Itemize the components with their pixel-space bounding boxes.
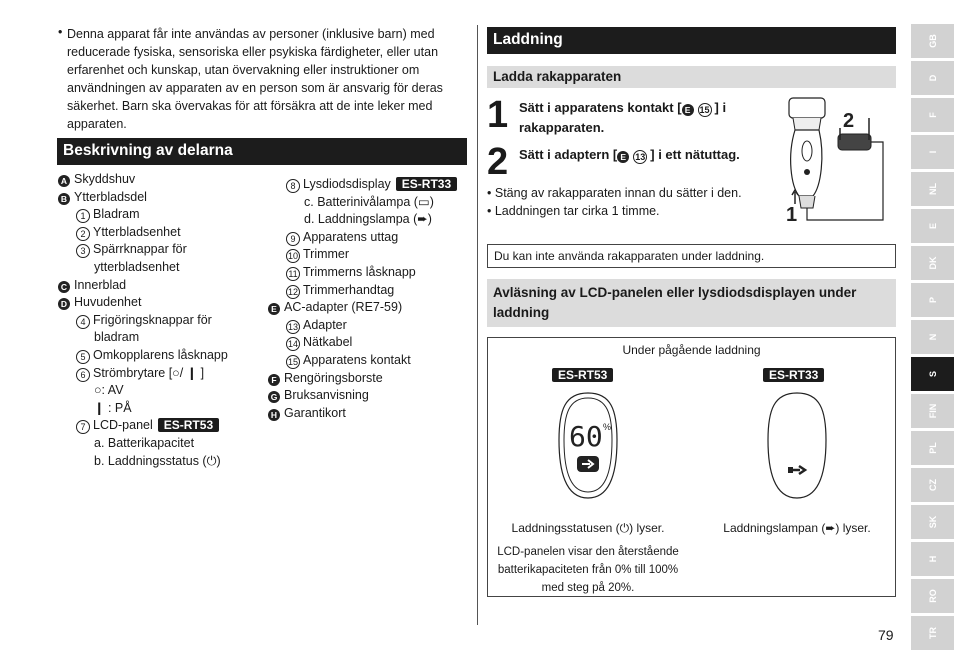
part-label: b. Laddningsstatus (⏻) [94,453,221,468]
parts-item [268,352,468,370]
lang-tab-label: P [927,296,938,304]
charging-subtitle [487,66,896,88]
step-2-text-b: ] i ett nätuttag. [650,147,740,162]
part-number-badge: 7 [76,420,90,434]
step-2-number: 2 [487,141,509,183]
part-letter-badge: H [268,409,280,421]
parts-item [58,329,263,347]
lang-tab-tr[interactable] [911,616,954,650]
intro-warning [58,25,468,133]
shaver-base [799,196,815,208]
lang-tab-label: H [927,555,938,563]
part-number-badge: 9 [286,232,300,246]
part-number-badge: 15 [699,105,710,115]
parts-item [58,417,263,435]
step-1-text-b: ] i rakapparaten. [519,100,727,135]
parts-item [268,229,468,247]
part-label: a. Batterikapacitet [94,435,195,450]
part-letter-badge: E [268,303,280,315]
part-label: Frigöringsknappar för [93,312,212,327]
wall-adapter [838,134,871,150]
percent-sign: % [603,422,612,432]
part-label: Adapter [303,317,347,332]
parts-item [58,224,263,242]
parts-item [268,211,468,229]
part-number-badge: 5 [76,350,90,364]
parts-item [268,334,468,352]
parts-item [58,453,263,471]
lang-tab-label: CZ [927,479,938,491]
parts-item [58,365,263,383]
part-number-badge: 10 [287,251,298,262]
lang-tab-p[interactable] [911,283,954,317]
step-1-number: 1 [487,94,509,136]
lang-tab-label: FIN [927,403,938,419]
charging-bullet-1-text: Stäng av rakapparaten innan du sätter i den. [494,186,742,200]
column-divider [477,25,478,625]
parts-item [58,189,263,207]
intro-warning-text: Denna apparat får inte användas av personer (inklusive barn) med reducerade fysiska, sensoriska eller psykiska färdigheter, eller utan erfarenhet och kunskap, utan övervakning eller instruktioner om användningen av apparaten av en person som är ansvarig för deras säkerhet. Barn ska övervakas för att försäkra att de inte leker med apparaten. [67,27,443,131]
parts-item [268,282,468,300]
shaver-head [789,98,825,118]
left-model-tag-wrap [552,368,613,382]
part-label: ○: AV [94,383,124,398]
parts-item [268,176,468,194]
lang-tab-pl[interactable] [911,431,954,465]
parts-item [58,206,263,224]
model-tag: ES-RT53 [158,418,219,432]
part-label: Huvudenhet [74,295,142,310]
lang-tab-label: PL [927,442,938,454]
lang-tab-label: N [927,333,938,341]
battery-percentage: 60 [569,420,603,453]
part-label: AC-adapter (RE7-59) [284,300,403,315]
part-letter-badge: F [268,374,280,386]
charging-note-text: Du kan inte använda rakapparaten under laddning. [494,249,765,263]
lang-tab-label: F [927,112,938,118]
part-number-badge: 8 [286,179,300,193]
page-number: 79 [878,627,894,643]
lang-tab-ro[interactable] [911,579,954,613]
charging-lamp-body [788,467,793,473]
lcd-box [487,337,896,597]
charging-bullet-2-text: Laddningen tar cirka 1 timme. [494,204,660,218]
part-label: Garantikort [284,405,346,420]
part-number-badge: 4 [76,315,90,329]
part-label: ytterbladsenhet [94,259,180,274]
part-number-badge: 15 [287,356,298,367]
parts-item [58,241,263,259]
lang-tab-dk[interactable] [911,246,954,280]
parts-item [58,171,263,189]
lcd-title-text: Avläsning av LCD-panelen eller lysdiodsdisplayen under laddning [493,285,857,320]
lang-tab-label: NL [927,183,938,195]
lang-tab-d[interactable] [911,61,954,95]
lang-tab-sk[interactable] [911,505,954,539]
shaver-switch [804,169,810,175]
part-label: Spärrknappar för [93,242,187,257]
lang-tab-n[interactable] [911,320,954,354]
lcd-box-header: Under pågående laddning [622,343,761,357]
bullet-dot: • [58,25,63,39]
parts-item [268,194,468,212]
parts-title-text: Beskrivning av delarna [63,142,233,159]
led-outline [768,393,826,498]
lang-tab-label: D [927,74,938,82]
step-2-text-a: Sätt i adaptern [ [519,147,618,162]
parts-item [58,400,263,418]
lang-tab-h[interactable] [911,542,954,576]
model-tag: ES-RT33 [396,177,457,191]
charging-subtitle-text: Ladda rakapparaten [493,69,622,84]
parts-list-col2 [268,176,468,422]
lang-tab-f[interactable] [911,98,954,132]
lang-tab-label: GB [927,34,938,48]
part-number-badge: 12 [287,286,298,297]
lang-tab-label: DK [927,256,938,270]
part-letter-badge: B [58,193,70,205]
lang-tab-e[interactable] [911,209,954,243]
part-number-badge: 13 [287,321,298,332]
left-note: LCD-panelen visar den återstående batterikapaciteten från 0% till 100% med steg på 20%. [497,546,679,594]
charging-bullet-2: • Laddningen tar cirka 1 timme. [487,204,660,218]
part-number-badge: 3 [76,244,90,258]
part-label: bladram [94,330,140,345]
part-letter-badge: D [58,298,70,310]
charging-title-text: Laddning [493,31,563,48]
part-e-badge: E [617,151,629,163]
part-label: Skyddshuv [74,172,136,186]
lang-tab-label: TR [927,627,938,639]
part-label: Trimmer [303,247,350,262]
part-letter-badge: G [268,391,280,403]
part-label: Ytterbladsenhet [93,224,181,239]
lang-tab-label: RO [927,589,938,603]
charging-bullets [487,184,777,220]
part-label: Nätkabel [303,335,353,350]
illustration-label-1: 1 [786,204,798,226]
shaver-display [802,141,812,161]
part-label: d. Laddningslampa (➨) [304,212,432,227]
parts-item [268,299,468,317]
parts-item [268,387,468,405]
parts-item [268,370,468,388]
part-label: Strömbrytare [○/ ❙ ] [93,365,205,380]
step-2-text [519,145,789,165]
parts-item [58,435,263,453]
part-e-badge: E [682,104,694,116]
lang-tab-cz[interactable] [911,468,954,502]
model-tag-es-rt33: ES-RT33 [763,368,824,382]
model-tag-es-rt53: ES-RT53 [552,368,613,382]
part-label: Bruksanvisning [284,388,369,403]
lang-tab-fin[interactable] [911,394,954,428]
parts-item [58,277,263,295]
step-1-text-a: Sätt i apparatens kontakt [ [519,100,682,115]
part-label: LCD-panel [93,418,153,433]
part-label: Apparatens uttag [303,229,399,244]
lcd-section-title [487,279,896,327]
parts-item [58,347,263,365]
part-number-badge: 11 [286,267,300,281]
part-number-badge: 13 [635,152,646,162]
charging-note-box [487,244,896,268]
part-label: Ytterbladsdel [74,189,147,204]
lang-tab-nl[interactable] [911,172,954,206]
right-model-tag-wrap [763,368,824,382]
part-label: Apparatens kontakt [303,352,411,367]
lang-tab-label: E [927,222,938,230]
illustration-label-2: 2 [843,110,855,132]
step-1-text [519,98,764,138]
parts-item [58,259,263,277]
part-label: Rengöringsborste [284,370,383,385]
lcd-display-es-rt53 [555,390,621,502]
parts-list-col1 [58,171,263,470]
parts-item [268,317,468,335]
charging-section-title [487,27,896,54]
lang-tab-label: S [927,370,938,378]
lang-tab-gb[interactable] [911,24,954,58]
shaver-charging-illustration [783,96,898,226]
parts-item [268,405,468,423]
part-label: Trimmerhandtag [303,282,395,297]
parts-item [58,312,263,330]
lang-tab-label: SK [927,515,938,529]
left-caption: Laddningsstatusen (⏻) lyser. [511,521,665,535]
part-label: Innerblad [74,277,127,292]
parts-item [268,246,468,264]
part-number-badge: 1 [76,209,90,223]
part-label: c. Batterinivålampa (▭) [304,194,434,209]
parts-item [268,264,468,282]
part-label: Bladram [93,207,140,222]
lang-tab-label: I [927,150,938,154]
parts-item [58,382,263,400]
shaver-neck [793,118,821,130]
parts-item [58,294,263,312]
charging-bullet-1: • Stäng av rakapparaten innan du sätter i den. [487,186,742,200]
part-letter-badge: A [58,175,70,187]
led-display-es-rt33 [764,390,830,502]
part-label: Lysdiodsdisplay [303,177,391,191]
part-label: ❙ : PÅ [94,400,132,415]
part-label: Trimmerns låsknapp [303,264,416,279]
lang-tab-s[interactable] [911,357,954,391]
part-letter-badge: C [58,281,70,293]
right-caption: Laddningslampan (➨) lyser. [723,521,871,535]
part-label: Omkopplarens låsknapp [93,347,228,362]
shaver-body [791,130,822,196]
part-number-badge: 2 [76,227,90,241]
parts-section-title [57,138,467,165]
lang-tab-i[interactable] [911,135,954,169]
part-number-badge: 6 [76,368,90,382]
part-number-badge: 14 [287,339,298,350]
